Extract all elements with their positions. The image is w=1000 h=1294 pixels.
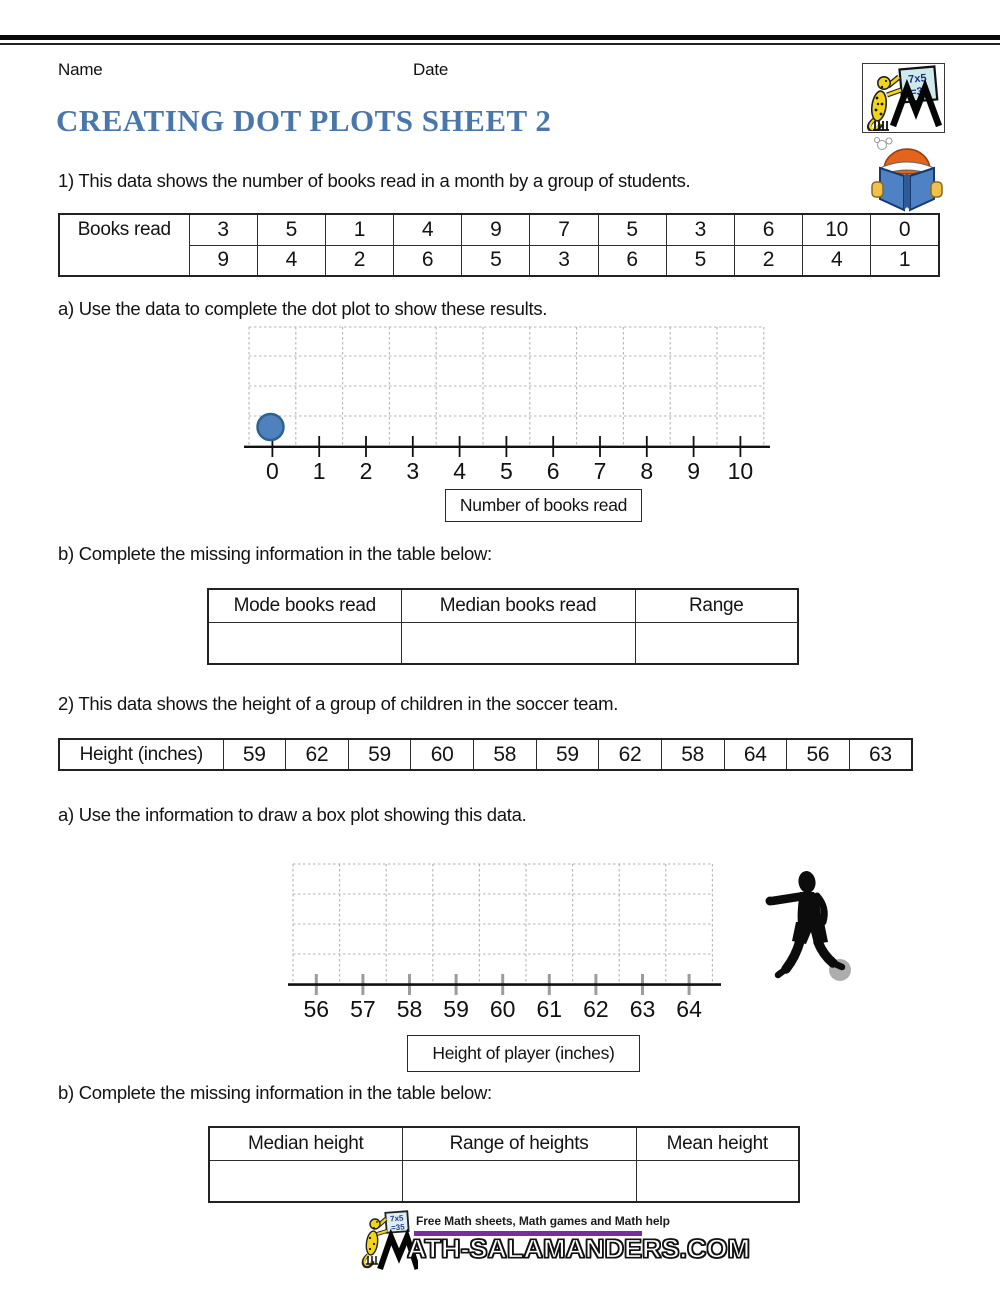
- cell: 10: [803, 214, 871, 245]
- cell: 2: [325, 245, 393, 276]
- dot-plot-tick-labels: [266, 458, 753, 484]
- cell: 5: [462, 245, 530, 276]
- tick-label: 10: [727, 458, 754, 484]
- box-plot-gridlines: [293, 864, 712, 984]
- cell: 2: [734, 245, 802, 276]
- cell: 6: [734, 214, 802, 245]
- cell: 3: [189, 214, 257, 245]
- footer-domain-text: ATH-SALAMANDERS.COM: [407, 1234, 750, 1264]
- cell: 59: [536, 739, 599, 770]
- cell: 5: [598, 214, 666, 245]
- box-plot-grid: [288, 862, 728, 1024]
- cell: 1: [871, 245, 939, 276]
- tick-label: 2: [359, 458, 373, 484]
- dot-plot-axis-label-box: [445, 489, 642, 522]
- cell: 6: [598, 245, 666, 276]
- stats-answer-cell: [208, 622, 401, 664]
- stats-answer-cell: [401, 622, 635, 664]
- cell: 56: [787, 739, 850, 770]
- tick-label: 8: [640, 458, 654, 484]
- reading-child-icon: [868, 136, 946, 212]
- name-label: Name: [58, 60, 103, 79]
- top-rule-thick: [0, 35, 1000, 40]
- tick-label: 57: [350, 996, 376, 1022]
- left-hand: [872, 182, 883, 197]
- cell: 62: [599, 739, 662, 770]
- soccer-player-icon: [760, 870, 862, 988]
- q2-data-table: [58, 738, 913, 771]
- box-plot-axis-label-box: [407, 1035, 640, 1072]
- stats-header: Median books read: [401, 589, 635, 622]
- q2-table-label: Height (inches): [59, 739, 223, 770]
- q1-part-b: b) Complete the missing information in the table below:: [58, 543, 492, 564]
- cell: 0: [871, 214, 939, 245]
- stats-header: Median height: [209, 1127, 402, 1160]
- q2-part-a: a) Use the information to draw a box plot showing this data.: [58, 804, 527, 825]
- cell: 64: [724, 739, 787, 770]
- cell: 4: [394, 214, 462, 245]
- cell: 7: [530, 214, 598, 245]
- tick-label: 3: [406, 458, 420, 484]
- tick-label: 63: [629, 996, 656, 1022]
- q1-stats-table: [207, 588, 799, 665]
- stats-answer-cell: [209, 1160, 402, 1202]
- cell: 5: [666, 245, 734, 276]
- board-text-1: 7x5: [907, 72, 928, 86]
- tick-label: 5: [500, 458, 513, 484]
- cell: 63: [849, 739, 912, 770]
- dot-plot-gridlines: [249, 327, 764, 446]
- top-rule-thin: [0, 43, 1000, 45]
- q1-table-label: Books read: [59, 214, 189, 276]
- player-body: [766, 870, 843, 975]
- stats-answer-cell: [635, 622, 798, 664]
- date-label: Date: [413, 60, 449, 79]
- cell: 1: [325, 214, 393, 245]
- cell: 59: [348, 739, 411, 770]
- tick-label: 59: [443, 996, 469, 1022]
- tick-label: 7: [593, 458, 607, 484]
- salamander-logo-icon: [863, 64, 943, 131]
- cell: 4: [803, 245, 871, 276]
- tick-label: 64: [676, 996, 702, 1022]
- box-plot-tick-labels: [304, 996, 703, 1022]
- q1-data-table: [58, 213, 940, 277]
- stats-header: Range of heights: [402, 1127, 636, 1160]
- footer-board-text-1: 7x5: [389, 1213, 404, 1224]
- board-text-2: =35: [909, 85, 930, 99]
- tick-label: 62: [583, 996, 609, 1022]
- stats-header: Range: [635, 589, 798, 622]
- stats-answer-cell: [402, 1160, 636, 1202]
- cell: 4: [257, 245, 325, 276]
- cell: 9: [462, 214, 530, 245]
- tick-label: 61: [536, 996, 563, 1022]
- cell: 58: [474, 739, 537, 770]
- cell: 62: [286, 739, 349, 770]
- dot-plot-axis-label: Number of books read: [459, 495, 628, 515]
- salamander-logo-box: [862, 63, 945, 133]
- page-title: CREATING DOT PLOTS SHEET 2: [56, 103, 552, 138]
- footer-board-text-2: =35: [390, 1222, 405, 1233]
- q2-stats-table: [208, 1126, 800, 1203]
- q2-prompt: 2) This data shows the height of a group of children in the soccer team.: [58, 693, 619, 714]
- cell: 6: [394, 245, 462, 276]
- cell: 3: [530, 245, 598, 276]
- tick-label: 60: [489, 996, 516, 1022]
- cell: 3: [666, 214, 734, 245]
- cell: 60: [411, 739, 474, 770]
- tick-label: 1: [312, 458, 326, 484]
- tick-label: 58: [396, 996, 423, 1022]
- tick-label: 56: [303, 996, 330, 1022]
- plotted-dot: [258, 414, 284, 440]
- dot-plot: [244, 326, 774, 486]
- stats-answer-cell: [636, 1160, 799, 1202]
- stats-header: Mean height: [636, 1127, 799, 1160]
- footer-tagline: Free Math sheets, Math games and Math help: [416, 1214, 670, 1228]
- tick-label: 9: [687, 458, 700, 484]
- stats-header: Mode books read: [208, 589, 401, 622]
- box-plot-axis-label: Height of player (inches): [432, 1043, 615, 1063]
- cell: 59: [223, 739, 286, 770]
- q2-part-b: b) Complete the missing information in the table below:: [58, 1082, 492, 1103]
- q1-prompt: 1) This data shows the number of books read in a month by a group of students.: [58, 170, 691, 191]
- tick-label: 6: [546, 458, 560, 484]
- tick-label: 0: [266, 458, 279, 484]
- tick-label: 4: [453, 458, 466, 484]
- cell: 9: [189, 245, 257, 276]
- right-hand: [931, 182, 942, 197]
- book-spine: [904, 173, 910, 210]
- q1-part-a: a) Use the data to complete the dot plot to show these results.: [58, 298, 548, 319]
- cell: 5: [257, 214, 325, 245]
- cell: 58: [661, 739, 724, 770]
